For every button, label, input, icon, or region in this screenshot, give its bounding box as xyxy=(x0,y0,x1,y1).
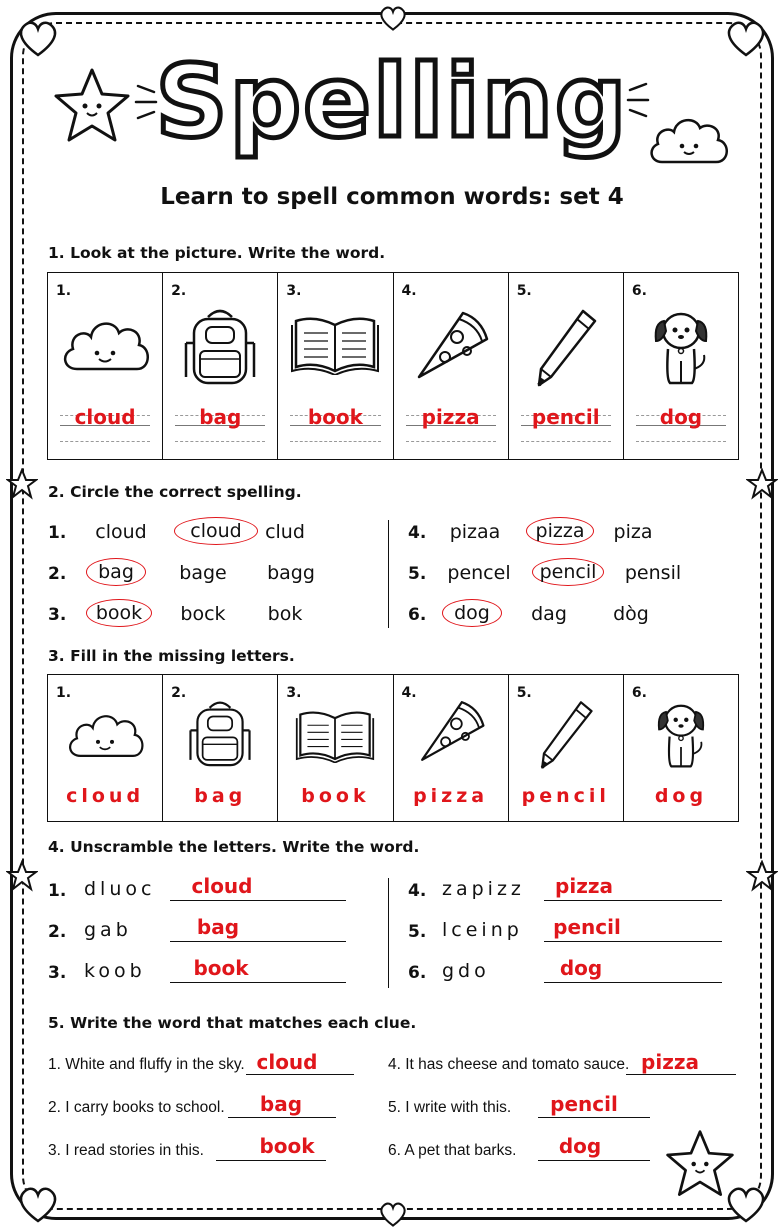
column-divider xyxy=(388,878,389,988)
missing-letters-word[interactable]: pencil xyxy=(521,785,610,807)
scrambled-letters: gdo xyxy=(442,960,490,982)
answer-word[interactable]: bag xyxy=(196,915,240,939)
page-title: Spelling xyxy=(155,43,629,160)
answer-word[interactable]: cloud xyxy=(256,1050,318,1074)
answer-word[interactable]: dog xyxy=(659,405,703,429)
clue-row: 6. A pet that barks. xyxy=(388,1142,517,1159)
answer-word[interactable]: pencil xyxy=(531,405,600,429)
clue-text: It has cheese and tomato sauce. xyxy=(405,1056,630,1073)
dog-icon xyxy=(652,695,710,771)
missing-letters-word[interactable]: book xyxy=(301,785,370,807)
missing-letters-word[interactable]: cloud xyxy=(66,785,145,807)
clue-text: I read stories in this. xyxy=(65,1142,204,1159)
answer-word[interactable]: dog xyxy=(558,1134,602,1158)
spelling-row: 4. pizaa pizza piza xyxy=(408,520,748,548)
book-icon xyxy=(290,313,380,375)
answer-word[interactable]: dog xyxy=(559,956,603,980)
pizza-icon xyxy=(415,695,487,767)
picture-cell: 2. bag xyxy=(163,675,278,821)
star-icon xyxy=(6,468,38,500)
smiling-star-icon xyxy=(662,1128,738,1200)
spelling-option-circled[interactable]: pencil xyxy=(532,558,604,586)
unscramble-row: 2. gab bag xyxy=(48,919,378,949)
missing-letters-word[interactable]: bag xyxy=(194,785,247,807)
section-5-heading: 5. Write the word that matches each clue. xyxy=(48,1014,417,1032)
picture-cell: 6. dog xyxy=(624,675,738,821)
answer-word[interactable]: book xyxy=(259,1134,315,1158)
section-3-heading: 3. Fill in the missing letters. xyxy=(48,647,295,665)
backpack-icon xyxy=(182,303,258,389)
spelling-option[interactable]: pensil xyxy=(624,562,682,584)
scrambled-letters: koob xyxy=(84,960,146,982)
clue-row: 1. White and fluffy in the sky. xyxy=(48,1056,245,1073)
answer-word[interactable]: bag xyxy=(199,405,242,429)
spelling-option[interactable]: bage xyxy=(179,562,227,584)
spelling-option[interactable]: bok xyxy=(267,603,303,625)
spelling-option[interactable]: piza xyxy=(613,521,653,543)
picture-cell: 4. pizza xyxy=(394,675,509,821)
spelling-option-circled[interactable]: pizza xyxy=(526,517,594,545)
section-3-grid xyxy=(47,674,739,822)
clue-text: I carry books to school. xyxy=(65,1099,225,1116)
unscramble-row: 5. lceinp pencil xyxy=(408,919,738,949)
answer-word[interactable]: pencil xyxy=(553,915,621,939)
scrambled-letters: dluoc xyxy=(84,878,156,900)
missing-letters-word[interactable]: pizza xyxy=(413,785,489,807)
unscramble-row: 4. zapizz pizza xyxy=(408,878,738,908)
spelling-option[interactable]: pencel xyxy=(447,562,511,584)
section-2-heading: 2. Circle the correct spelling. xyxy=(48,483,302,501)
spelling-row: 3. book bock bok xyxy=(48,602,388,630)
spelling-option[interactable]: bock xyxy=(180,603,226,625)
clue-text: I write with this. xyxy=(405,1099,512,1116)
unscramble-row: 3. koob book xyxy=(48,960,378,990)
spelling-option-circled[interactable]: dog xyxy=(442,599,502,627)
clue-text: A pet that barks. xyxy=(404,1142,517,1159)
scrambled-letters: zapizz xyxy=(442,878,525,900)
clue-row: 3. I read stories in this. xyxy=(48,1142,204,1159)
section-4-heading: 4. Unscramble the letters. Write the word. xyxy=(48,838,420,856)
star-icon xyxy=(746,468,778,500)
answer-word[interactable]: pencil xyxy=(550,1092,618,1116)
scrambled-letters: lceinp xyxy=(442,919,523,941)
missing-letters-word[interactable]: dog xyxy=(654,785,708,807)
spelling-option[interactable]: bagg xyxy=(267,562,315,584)
picture-cell: 6. dog xyxy=(624,273,738,459)
clue-row: 2. I carry books to school. xyxy=(48,1099,225,1116)
pencil-icon xyxy=(531,305,601,389)
scrambled-letters: gab xyxy=(84,919,132,941)
picture-cell: 3. book xyxy=(278,675,393,821)
answer-word[interactable]: book xyxy=(307,405,363,429)
answer-word[interactable]: cloud xyxy=(191,874,253,898)
spelling-option[interactable]: pizaa xyxy=(449,521,501,543)
section-1-grid xyxy=(47,272,739,460)
spelling-option-circled[interactable]: cloud xyxy=(174,517,258,545)
answer-word[interactable]: pizza xyxy=(421,405,480,429)
dog-icon xyxy=(648,303,714,387)
star-icon xyxy=(746,860,778,892)
cloud-icon xyxy=(63,703,147,765)
answer-word[interactable]: cloud xyxy=(74,405,136,429)
unscramble-row: 6. gdo dog xyxy=(408,960,738,990)
clue-text: White and fluffy in the sky. xyxy=(65,1056,245,1073)
clue-row: 4. It has cheese and tomato sauce. xyxy=(388,1056,630,1073)
picture-cell: 3. book xyxy=(278,273,393,459)
picture-cell: 5. pencil xyxy=(509,273,624,459)
heart-icon xyxy=(378,4,408,32)
answer-word[interactable]: pizza xyxy=(641,1050,699,1074)
answer-word[interactable]: bag xyxy=(259,1092,303,1116)
spelling-option[interactable]: clud xyxy=(265,521,305,543)
spelling-option[interactable]: cloud xyxy=(95,521,147,543)
answer-word[interactable]: book xyxy=(193,956,249,980)
picture-cell: 5. pencil xyxy=(509,675,624,821)
spelling-option[interactable]: dòg xyxy=(613,603,649,625)
pizza-icon xyxy=(411,305,491,385)
section-1-heading: 1. Look at the picture. Write the word. xyxy=(48,244,386,262)
heart-icon xyxy=(16,1184,60,1224)
unscramble-row: 1. dluoc cloud xyxy=(48,878,378,908)
picture-cell: 4. pizza xyxy=(394,273,509,459)
cloud-icon xyxy=(57,309,153,379)
picture-cell: 1. cloud xyxy=(48,273,163,459)
picture-cell: 2. bag xyxy=(163,273,278,459)
clue-row: 5. I write with this. xyxy=(388,1099,512,1116)
star-icon xyxy=(6,860,38,892)
picture-cell: 1. cloud xyxy=(48,675,163,821)
column-divider xyxy=(388,520,389,628)
spelling-row: 1. cloud cloud clud xyxy=(48,520,388,548)
spelling-option-circled[interactable]: book xyxy=(86,599,152,627)
pencil-icon xyxy=(535,697,597,771)
heart-icon xyxy=(378,1200,408,1228)
backpack-icon xyxy=(187,695,253,771)
page-subtitle: Learn to spell common words: set 4 xyxy=(160,184,624,210)
spelling-row: 6. dog dag dòg xyxy=(408,602,748,630)
spelling-row: 2. bag bage bagg xyxy=(48,561,388,589)
book-icon xyxy=(295,707,375,763)
spelling-option-circled[interactable]: bag xyxy=(86,558,146,586)
answer-word[interactable]: pizza xyxy=(555,874,613,898)
spelling-row: 5. pencel pencil pensil xyxy=(408,561,748,589)
spelling-option[interactable]: dag xyxy=(531,603,567,625)
